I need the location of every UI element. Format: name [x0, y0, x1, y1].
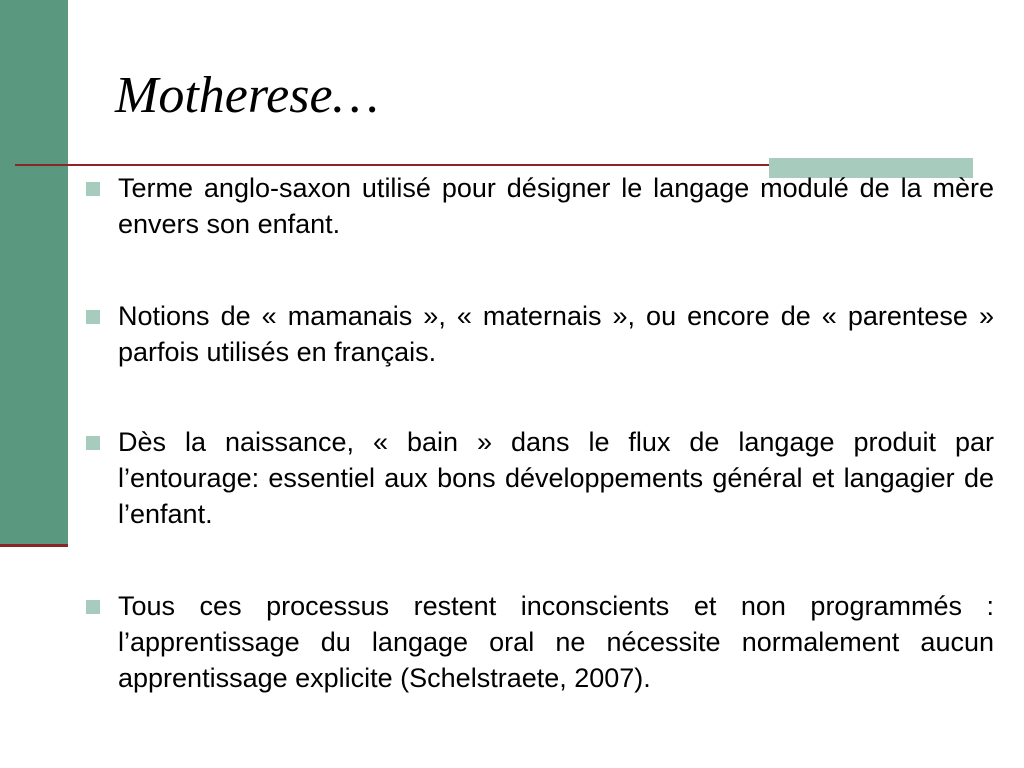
bullet-text-1: Terme anglo-saxon utilisé pour désigner le langage modulé de la mère envers son enfant.	[118, 173, 994, 239]
left-band-bottom-rule	[0, 544, 68, 547]
bullet-text-4: Tous ces processus restent inconscients et non programmés : l’apprentissage du langage oral ne nécessite normalement aucun apprentissage explicite (Schelstraete, 2007).	[118, 591, 994, 693]
square-bullet-icon	[86, 436, 100, 450]
square-bullet-icon	[86, 600, 100, 614]
square-bullet-icon	[86, 182, 100, 196]
left-decorative-band	[0, 0, 68, 546]
bullet-text-2: Notions de « mamanais », « maternais », ou encore de « parentese » parfois utilisés en français.	[118, 301, 994, 367]
slide-title: Motherese…	[115, 67, 379, 124]
square-bullet-icon	[86, 310, 100, 324]
bullet-text-3: Dès la naissance, « bain » dans le flux de langage produit par l’entourage: essentiel aux bons développements général et langagier de l’enfant.	[118, 427, 994, 529]
